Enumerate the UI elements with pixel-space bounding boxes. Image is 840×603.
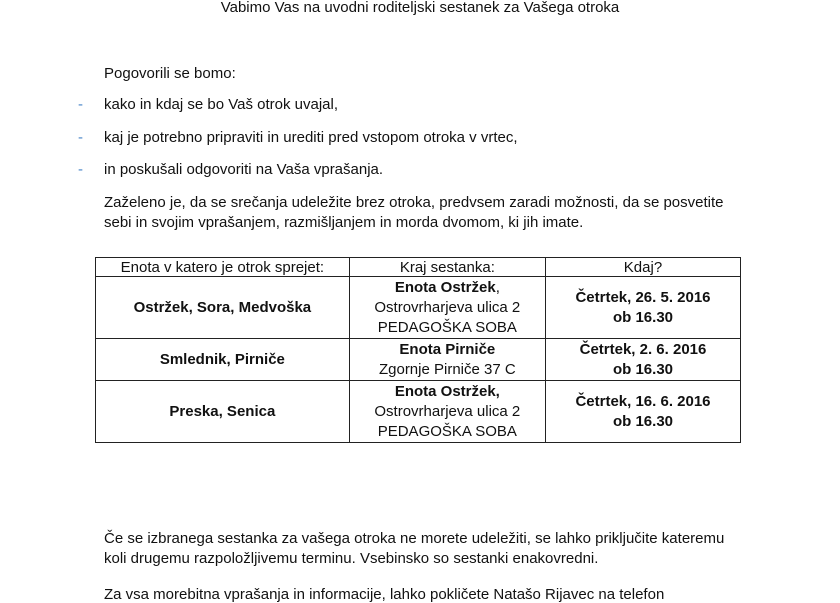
- paragraph-line: Če se izbranega sestanka za vašega otroka ne morete udeležiti, se lahko priključite kateremu: [104, 530, 725, 547]
- place-line: Ostrovrharjeva ulica 2: [374, 402, 521, 420]
- bullet-text: kaj je potrebno pripraviti in urediti pred vstopom otroka v vrtec,: [104, 129, 518, 146]
- column-header-when: Kdaj?: [545, 258, 740, 277]
- place-name-line: [354, 340, 541, 360]
- bullet-item: [78, 129, 518, 146]
- paragraph-line: sebi in svojim vprašanjem, razmišljanjem in morda dvomom, ki jih imate.: [104, 214, 584, 231]
- meeting-time: ob 16.30: [612, 360, 673, 378]
- bullet-dash: -: [78, 129, 83, 146]
- bullet-text: kako in kdaj se bo Vaš otrok uvajal,: [104, 96, 339, 113]
- intro-text: Pogovorili se bomo:: [104, 65, 236, 82]
- bullet-item: [78, 96, 339, 113]
- page-title: Vabimo Vas na uvodni roditeljski sestanek za Vašega otroka: [220, 0, 620, 16]
- paragraph-line: Zaželeno je, da se srečanja udeležite brez otroka, predvsem zaradi možnosti, da se posvetite: [104, 194, 724, 211]
- table-row: [96, 381, 741, 443]
- when-cell: [545, 339, 740, 381]
- unit-cell: Preska, Senica: [96, 381, 350, 443]
- bullet-text: in poskušali odgovoriti na Vaša vprašanja.: [104, 161, 384, 178]
- place-name: Enota Pirniče: [399, 340, 496, 358]
- when-cell: [545, 277, 740, 339]
- meeting-time: ob 16.30: [612, 412, 673, 430]
- bullet-item: [78, 161, 384, 178]
- paragraph-alternative: [104, 529, 738, 569]
- meeting-date: Četrtek, 2. 6. 2016: [579, 340, 707, 358]
- bullet-dash: -: [78, 161, 83, 178]
- place-name: Enota Ostržek,: [394, 382, 500, 400]
- place-name: Enota Ostržek: [394, 278, 496, 296]
- place-name-suffix: ,: [495, 278, 500, 296]
- place-line: Ostrovrharjeva ulica 2: [374, 298, 521, 316]
- meeting-date: Četrtek, 26. 5. 2016: [575, 288, 711, 306]
- place-name-line: [354, 278, 541, 298]
- paragraph-line: koli drugemu razpoložljivemu terminu. Vsebinsko so sestanki enakovredni.: [104, 550, 599, 567]
- schedule-table: [95, 257, 741, 443]
- table-row: [96, 277, 741, 339]
- place-line: PEDAGOŠKA SOBA: [377, 422, 517, 440]
- paragraph-attendance: [104, 193, 738, 233]
- column-header-place: Kraj sestanka:: [349, 258, 545, 277]
- place-name-line: [354, 382, 541, 402]
- place-line: PEDAGOŠKA SOBA: [377, 318, 517, 336]
- table-row: [96, 339, 741, 381]
- meeting-date: Četrtek, 16. 6. 2016: [575, 392, 711, 410]
- table-header-row: [96, 258, 741, 277]
- place-cell: [349, 381, 545, 443]
- place-cell: [349, 339, 545, 381]
- place-line: Zgornje Pirniče 37 C: [378, 360, 516, 378]
- column-header-unit: Enota v katero je otrok sprejet:: [96, 258, 350, 277]
- when-cell: [545, 381, 740, 443]
- unit-cell: Ostržek, Sora, Medvoška: [96, 277, 350, 339]
- place-cell: [349, 277, 545, 339]
- paragraph-contact: Za vsa morebitna vprašanja in informacije, lahko pokličete Natašo Rijavec na telefon: [104, 586, 665, 603]
- unit-cell: Smlednik, Pirniče: [96, 339, 350, 381]
- meeting-time: ob 16.30: [612, 308, 673, 326]
- bullet-dash: -: [78, 96, 83, 113]
